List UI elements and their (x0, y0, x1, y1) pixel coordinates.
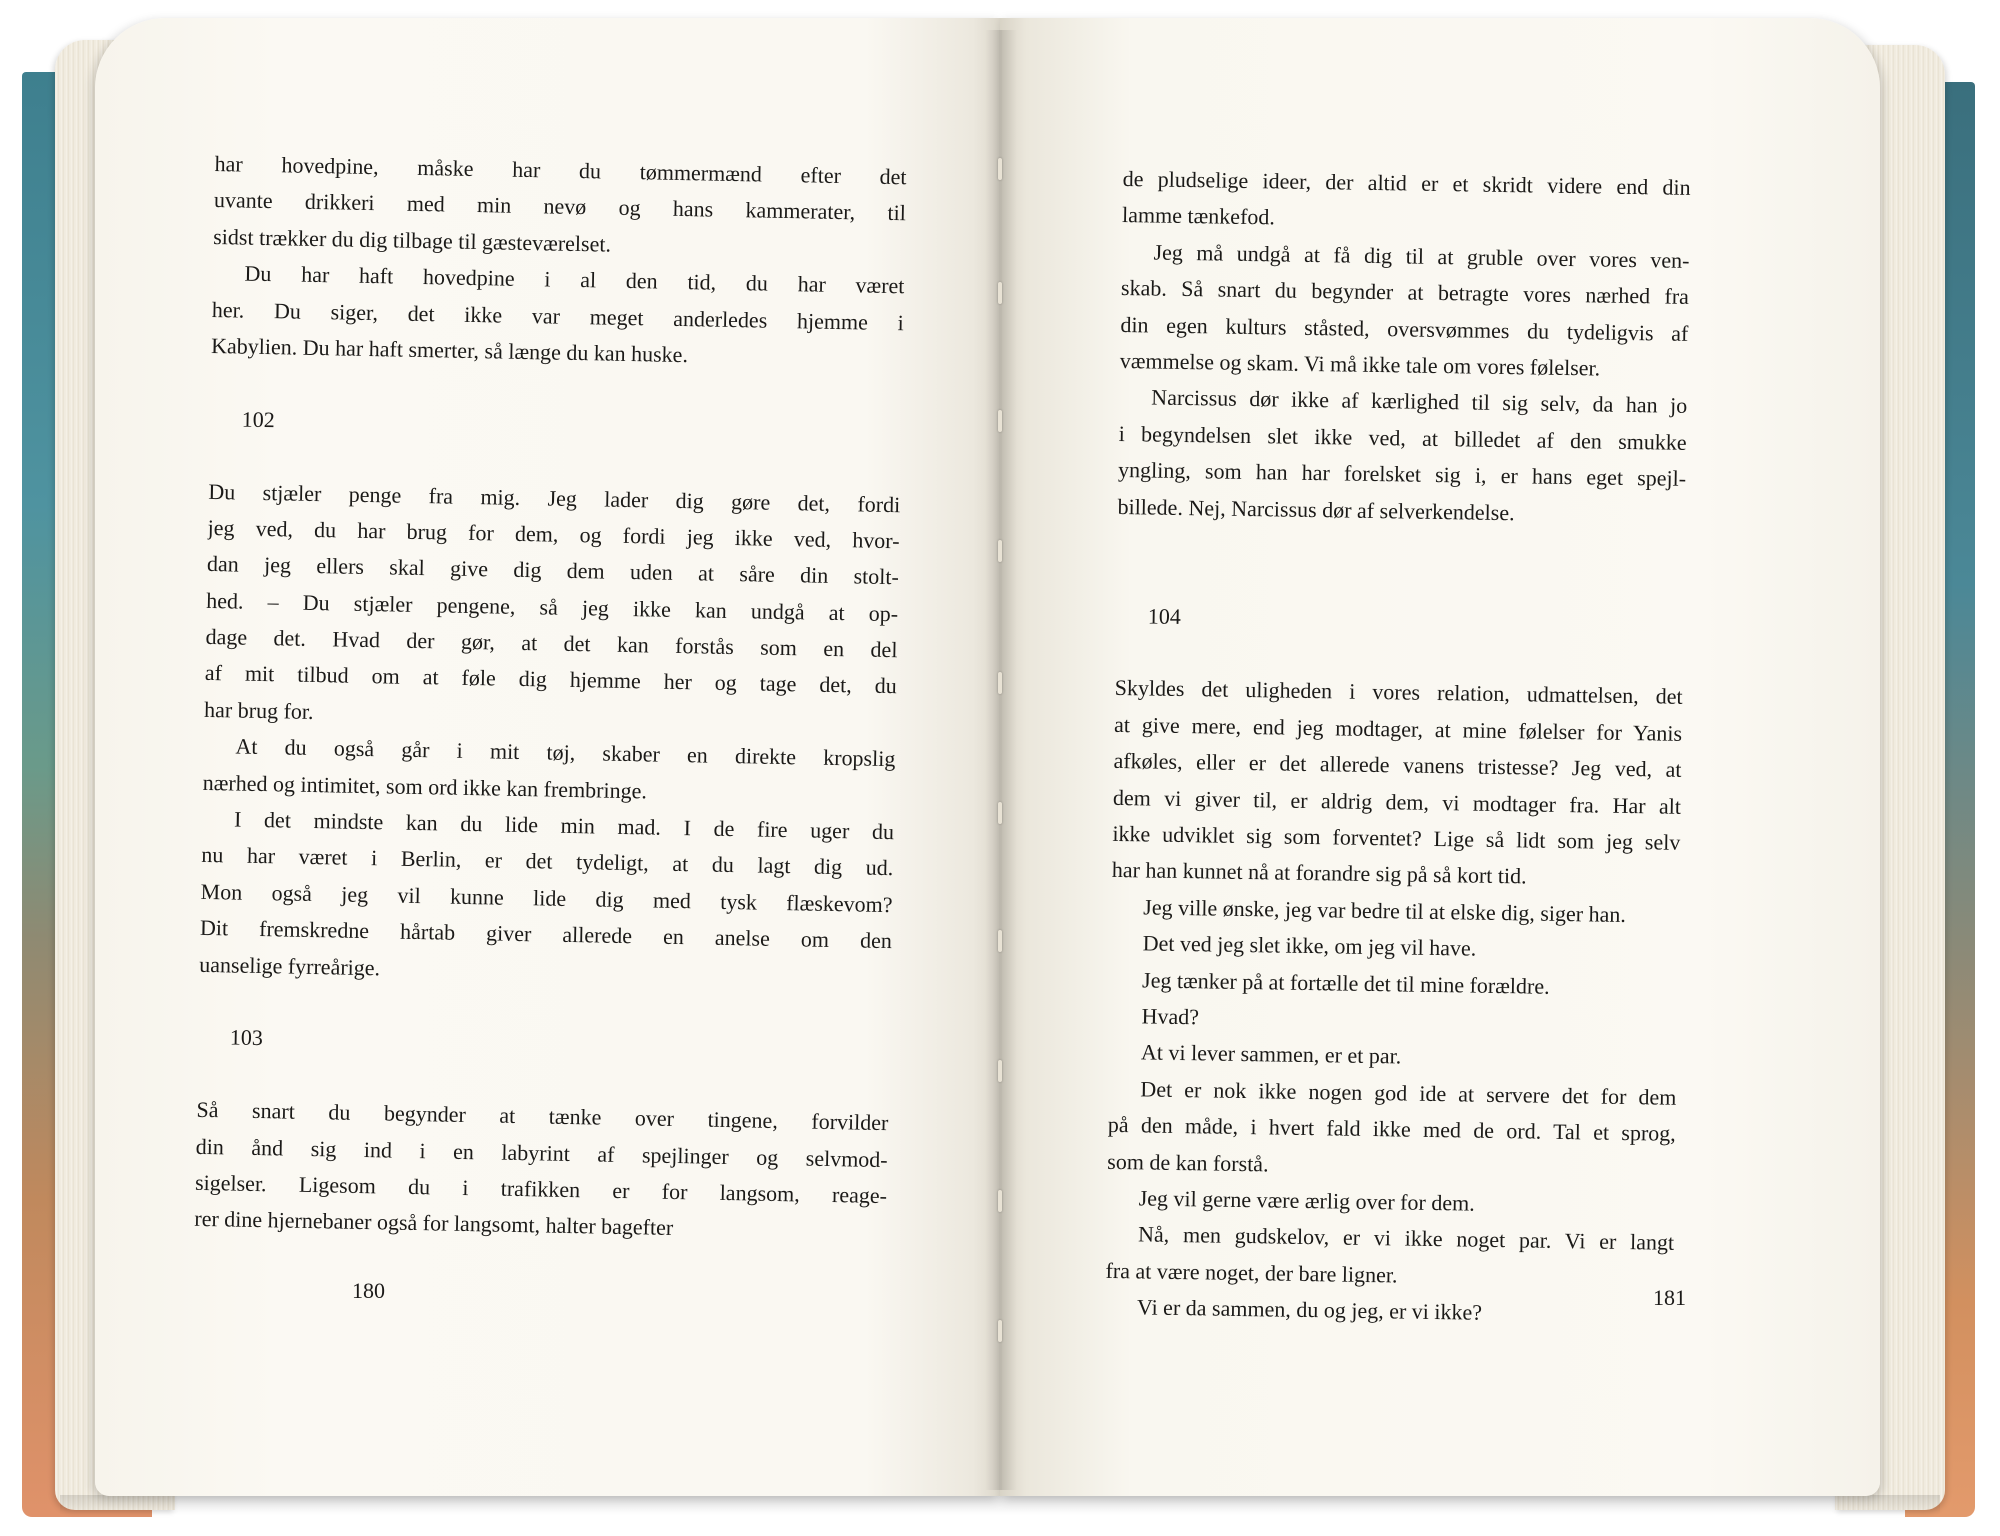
text-line: dan jeg ellers skal give dig dem uden at såre din stolt- (206, 551, 900, 590)
text-line: At vi lever sammen, er et par. (1140, 1039, 1402, 1069)
page-number-left: 180 (352, 1278, 385, 1303)
paragraph (1120, 234, 1690, 388)
text-line: at give mere, end jeg modtager, at mine følelser for Yanis (1113, 711, 1683, 746)
text-line: Det er nok ikke nogen god ide at servere det for dem (1140, 1076, 1677, 1110)
binding-stitch (998, 540, 1002, 562)
binding-stitch (998, 410, 1002, 432)
text-line: af mit tilbud om at føle dig hjemme her og tage det, du (204, 660, 897, 699)
text-line: din ånd sig ind i en labyrint af spejlinger og selvmod- (195, 1133, 888, 1172)
paragraph (1105, 1216, 1674, 1298)
text-line: Du stjæler penge fra mig. Jeg lader dig gøre det, fordi (208, 478, 901, 517)
paragraph (199, 801, 894, 996)
text-line: sigelser. Ligesom du i trafikken er for langsom, reage- (194, 1169, 888, 1209)
text-line: Hvad? (1141, 1003, 1200, 1030)
text-line: har brug for. (203, 696, 314, 724)
text-line: de pludselige ideer, der altid er et skridt videre end din (1122, 165, 1691, 200)
paragraph (211, 255, 905, 377)
page-number-right: 181 (1653, 1285, 1686, 1310)
paragraph (1122, 161, 1691, 243)
paragraph (1117, 379, 1687, 533)
section-number: 104 (1147, 603, 1182, 629)
text-line: Du har haft hovedpine i al den tid, du har været (244, 260, 905, 299)
binding-stitch (998, 1320, 1002, 1342)
text-line: Jeg vil gerne være ærlig over for dem. (1138, 1185, 1475, 1216)
text-line: billede. Nej, Narcissus dør af selverkendelse. (1117, 493, 1515, 525)
text-line: afkøles, eller er det allerede vanens tristesse? Jeg ved, at (1113, 748, 1682, 783)
text-line: Dit fremskredne hårtab giver allerede en anelse om den (199, 915, 893, 954)
text-line: rer dine hjernebaner også for langsomt, halter bagefter (194, 1206, 674, 1241)
text-line: fra at være noget, der bare ligner. (1105, 1257, 1398, 1288)
text-line: yngling, som han har forelsket sig i, er hans eget spejl- (1117, 457, 1687, 492)
text-line: sidst trækker du dig tilbage til gæsteværelset. (213, 223, 612, 257)
text-line: Mon også jeg vil kunne lide dig med tysk flæskevom? (200, 878, 893, 917)
text-line: skab. Så snart du begynder at betragte vores nærhed fra (1120, 275, 1690, 310)
text-line: Nå, men gudskelov, er vi ikke noget par. Vi er langt (1137, 1221, 1675, 1256)
text-line: Jeg tænker på at fortælle det til mine forældre. (1141, 966, 1550, 999)
text-line: Narcissus dør ikke af kærlighed til sig selv, da han jo (1151, 384, 1688, 419)
text-line: Jeg må undgå at få dig til at gruble over vores ven- (1153, 239, 1690, 273)
paragraph (202, 728, 895, 814)
binding-stitch (998, 1190, 1002, 1212)
paragraph (204, 473, 901, 741)
text-line: uvante drikkeri med min nevø og hans kammerater, til (213, 187, 907, 226)
binding-stitch (998, 1060, 1002, 1082)
text-line: uanselige fyrreårige. (199, 951, 381, 980)
text-line: dage det. Hvad der gør, at det kan forstås som en del (205, 623, 898, 663)
binding-stitch (998, 802, 1002, 824)
text-line: har han kunnet nå at forandre sig på så kort tid. (1111, 857, 1527, 889)
paragraph (1107, 1071, 1677, 1189)
paragraph (213, 146, 907, 268)
section-number: 103 (229, 1024, 264, 1051)
text-line: Vi er da sammen, du og jeg, er vi ikke? (1136, 1294, 1483, 1325)
binding-stitch (998, 930, 1002, 952)
binding-stitch (998, 158, 1002, 180)
paragraph (1112, 670, 1683, 897)
text-line: Kabylien. Du har haft smerter, så længe du kan huske. (210, 332, 689, 368)
section-number: 102 (241, 406, 276, 432)
text-line: væmmelse og skam. Vi må ikke tale om vores følelser. (1119, 347, 1601, 381)
text-line: Så snart du begynder at tænke over tingene, forvilder (196, 1096, 889, 1136)
text-line: som de kan forstå. (1107, 1148, 1269, 1176)
left-page-text (194, 146, 907, 1251)
text-line: Skyldes det uligheden i vores relation, udmattelsen, det (1114, 675, 1683, 710)
binding-stitch (998, 672, 1002, 694)
text-line: har hovedpine, måske har du tømmermænd efter det (214, 150, 907, 190)
text-line: Jeg ville ønske, jeg var bedre til at elske dig, siger han. (1143, 894, 1627, 927)
book-shadow (60, 1495, 1940, 1515)
text-line: her. Du siger, det ikke var meget anderledes hjemme i (211, 296, 904, 335)
text-line: nu har været i Berlin, er det tydeligt, at du lagt dig ud. (201, 842, 894, 881)
text-line: I det mindste kan du lide min mad. I de fire uger du (233, 806, 895, 845)
book-gutter (985, 30, 1017, 1490)
text-line: ikke udviklet sig som forventet? Lige så lidt som jeg selv (1112, 820, 1681, 855)
paragraph (194, 1092, 889, 1251)
text-line: på den måde, i hvert fald ikke med de ord. Tal et sprog, (1107, 1112, 1676, 1146)
text-line: dem vi giver til, er aldrig dem, vi modtager fra. Har alt (1112, 784, 1682, 819)
text-line: i begyndelsen slet ikke ved, at billedet af den smukke (1118, 420, 1687, 455)
text-line: lamme tænkefod. (1121, 202, 1276, 230)
text-line: hed. – Du stjæler pengene, så jeg ikke kan undgå at op- (206, 587, 899, 626)
text-line: jeg ved, du har brug for dem, og fordi jeg ikke ved, hvor- (207, 514, 900, 554)
text-line: din egen kulturs ståsted, oversvømmes du tydeligvis af (1120, 311, 1689, 346)
text-line: nærhed og intimitet, som ord ikke kan frembringe. (202, 769, 648, 804)
text-line: Det ved jeg slet ikke, om jeg vil have. (1142, 930, 1477, 961)
text-line: At du også går i mit tøj, skaber en direkte kropslig (235, 733, 896, 772)
right-page-text (1105, 161, 1691, 1334)
binding-stitch (998, 282, 1002, 304)
